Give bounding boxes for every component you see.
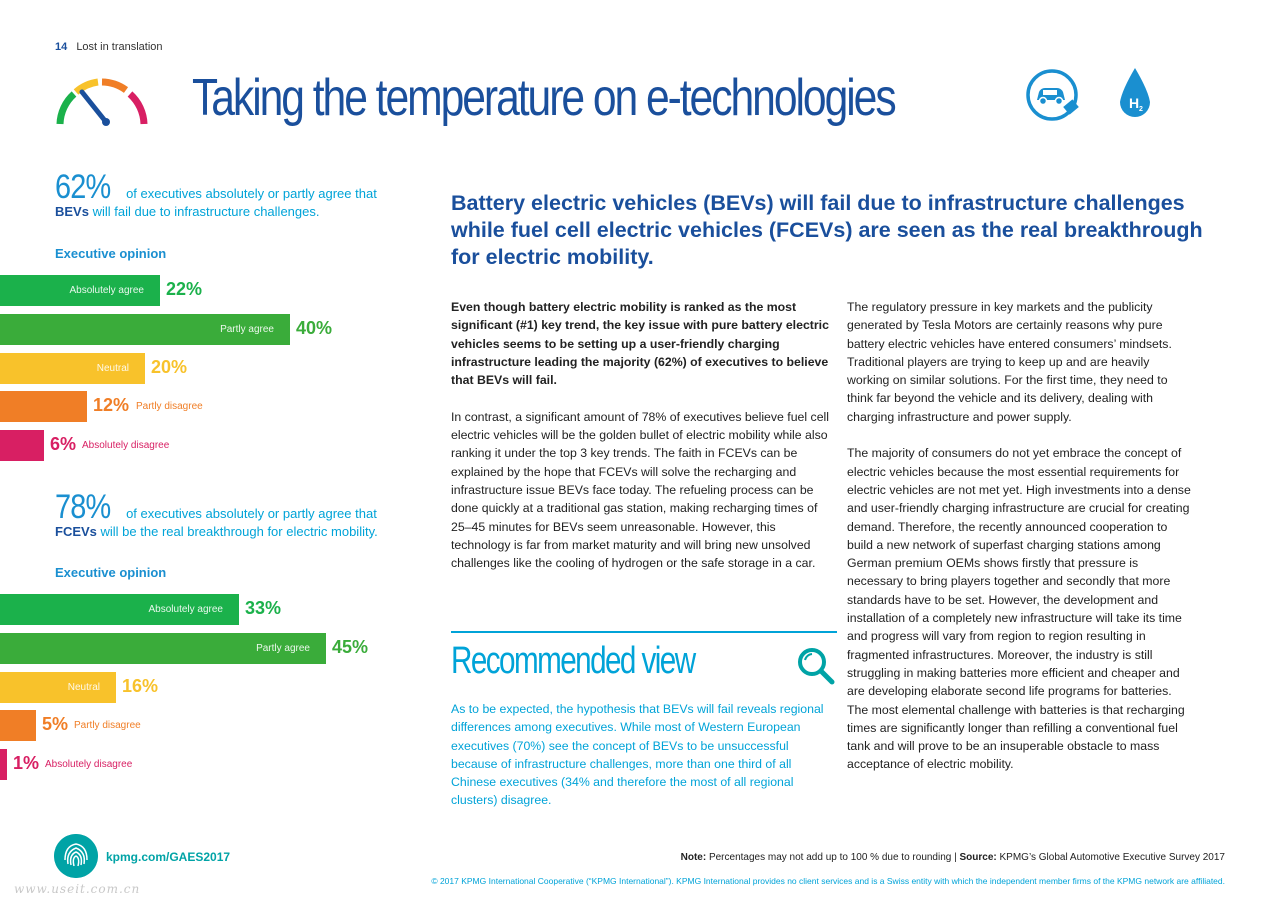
bev-neutral-value: 20% [151, 357, 188, 377]
body-paragraph: The regulatory pressure in key markets and the publicity generated by Tesla Motors are certainly reasons why pure battery electric vehicles have entered consumers’ mindsets. Traditional players are trying to keep up and are heavily working on similar solutions. For the first time, they need to think far beyond the vehicle and its delivery, dealing with charging infrastructure and power supply. [847, 300, 1172, 424]
watermark: www.useit.com.cn [14, 882, 141, 896]
footer-note [681, 852, 1225, 863]
body-paragraph: The majority of consumers do not yet embrace the concept of electric vehicles because the most essential requirements for electric vehicles are not met yet. High investments into a dense and user-friendly charging infrastructure are crucial for creating demand. Therefore, the recently announced cooperation to build a new network of superfast charging stations among German premium OEMs shows firstly that pressure is necessary to bring players together and secondly that more standards have to be set. However, the development and installation of a completely new infrastructure will take its time and progress will vary from region to region resulting in fragmented infrastructures. Moreover, the industry is still struggling in making batteries more efficient and cheaper and are developing elaborate second life programs for batteries. The most elemental challenge with batteries is that recharging times are significantly longer than refilling a conventional fuel tank and will prove to be an insuperable obstacle to mass acceptance of electric mobility. [847, 446, 1191, 772]
stat-bev-line2: will fail due to infrastructure challenges. [88, 204, 320, 219]
lead-paragraph: Even though battery electric mobility is ranked as the most significant (#1) key trend, the key issue with pure battery electric vehicles seems to be setting up a user-friendly charging infrastructure leading the majority (62%) of executives to believe that BEVs will fail. [451, 300, 829, 388]
bev-partly-disagree-bar [0, 391, 87, 422]
stat-bev-keyword: BEVs [55, 204, 89, 219]
fcev-partly-agree-label: Partly agree [256, 643, 310, 654]
recommended-divider [451, 631, 837, 633]
electric-car-plug-icon [1025, 68, 1079, 122]
stat-bev-percent: 62% [55, 168, 111, 206]
stat-fcev-line1: of executives absolutely or partly agree that [126, 506, 377, 521]
fcev-absolutely-disagree-label: Absolutely disagree [45, 759, 133, 770]
stat-fcev [55, 488, 415, 541]
fcev-absolutely-disagree-value: 1% [13, 753, 40, 773]
fcev-neutral-value: 16% [122, 676, 159, 696]
fcev-partly-disagree-value: 5% [42, 714, 69, 734]
section-name: Lost in translation [76, 41, 163, 53]
fingerprint-icon [54, 834, 98, 878]
bev-partly-agree-value: 40% [296, 318, 333, 338]
copyright: © 2017 KPMG International Cooperative (“KPMG International”). KPMG International provides no client services and is a Swiss entity with which the independent member firms of the KPMG network are affiliated. [431, 876, 1225, 886]
fcev-absolutely-disagree-bar [0, 749, 7, 780]
svg-text:H: H [1129, 95, 1140, 111]
body-paragraph: In contrast, a significant amount of 78% of executives believe fuel cell electric vehicles will be the golden bullet of electric mobility while also ranking it under the top 3 key trends. The faith in FCEVs can be explained by the hope that FCEVs will solve the recharging and infrastructure issue BEVs face today. The refueling process can be done quickly at a traditional gas station, making recharging times of 25–45 minutes for BEVs seem unreasonable. However, this technology is far from market maturity and will bring new unsolved challenges like the cooling of hydrogen or the safe storage in a car. [451, 409, 829, 571]
article-headline: Battery electric vehicles (BEVs) will fail due to infrastructure challenges while fuel cell electric vehicles (FCEVs) are seen as the real breakthrough for electric mobility. [451, 191, 1203, 269]
bev-partly-disagree-value: 12% [93, 395, 130, 415]
bev-absolutely-agree-value: 22% [166, 279, 203, 299]
stat-fcev-percent: 78% [55, 488, 111, 526]
executive-opinion-label-1: Executive opinion [55, 246, 167, 261]
bev-partly-disagree-label: Partly disagree [136, 401, 203, 412]
note-label: Note: [680, 852, 707, 863]
bev-absolutely-disagree-bar [0, 430, 44, 461]
recommended-title: Recommended view [451, 640, 695, 682]
bev-absolutely-agree-label: Absolutely agree [69, 285, 144, 296]
stat-bev [55, 168, 395, 221]
fcev-absolutely-agree-value: 33% [245, 598, 282, 618]
footer-link[interactable]: kpmg.com/GAES2017 [106, 850, 231, 864]
body-column-left [451, 298, 833, 591]
bev-partly-agree-label: Partly agree [220, 324, 274, 335]
fcev-absolutely-agree-label: Absolutely agree [148, 604, 223, 615]
source-text: KPMG’s Global Automotive Executive Survey 2017 [996, 852, 1225, 863]
temperature-gauge-icon [52, 74, 152, 134]
stat-bev-line1: of executives absolutely or partly agree that [126, 186, 377, 201]
fcev-neutral-label: Neutral [67, 682, 100, 693]
source-label: Source: [959, 852, 997, 863]
svg-text:2: 2 [1139, 106, 1143, 113]
recommended-text: As to be expected, the hypothesis that BEVs will fail reveals regional differences among executives. While most of Western European executives (70%) see the concept of BEVs to be unsuccessful because of infrastructure challenges, more than one third of all Chinese executives (34% and therefore the most of all regional clusters) disagree. [451, 702, 824, 808]
magnifier-icon [796, 646, 836, 686]
stat-fcev-keyword: FCEVs [55, 524, 97, 539]
executive-opinion-label-2: Executive opinion [55, 565, 167, 580]
page-title: Taking the temperature on e-technologies [192, 69, 895, 127]
stat-fcev-line2: will be the real breakthrough for electric mobility. [96, 524, 378, 539]
bev-neutral-label: Neutral [96, 363, 129, 374]
bev-absolutely-disagree-value: 6% [50, 434, 77, 454]
note-text: Percentages may not add up to 100 % due to rounding | [706, 852, 960, 863]
page-header [55, 41, 163, 53]
fcev-partly-disagree-bar [0, 710, 36, 741]
body-column-right [847, 298, 1191, 792]
hydrogen-drop-icon [1116, 66, 1154, 124]
page-number: 14 [55, 41, 68, 53]
fcev-partly-agree-value: 45% [332, 637, 369, 657]
fcev-partly-disagree-label: Partly disagree [74, 720, 141, 731]
bev-absolutely-disagree-label: Absolutely disagree [82, 440, 170, 451]
